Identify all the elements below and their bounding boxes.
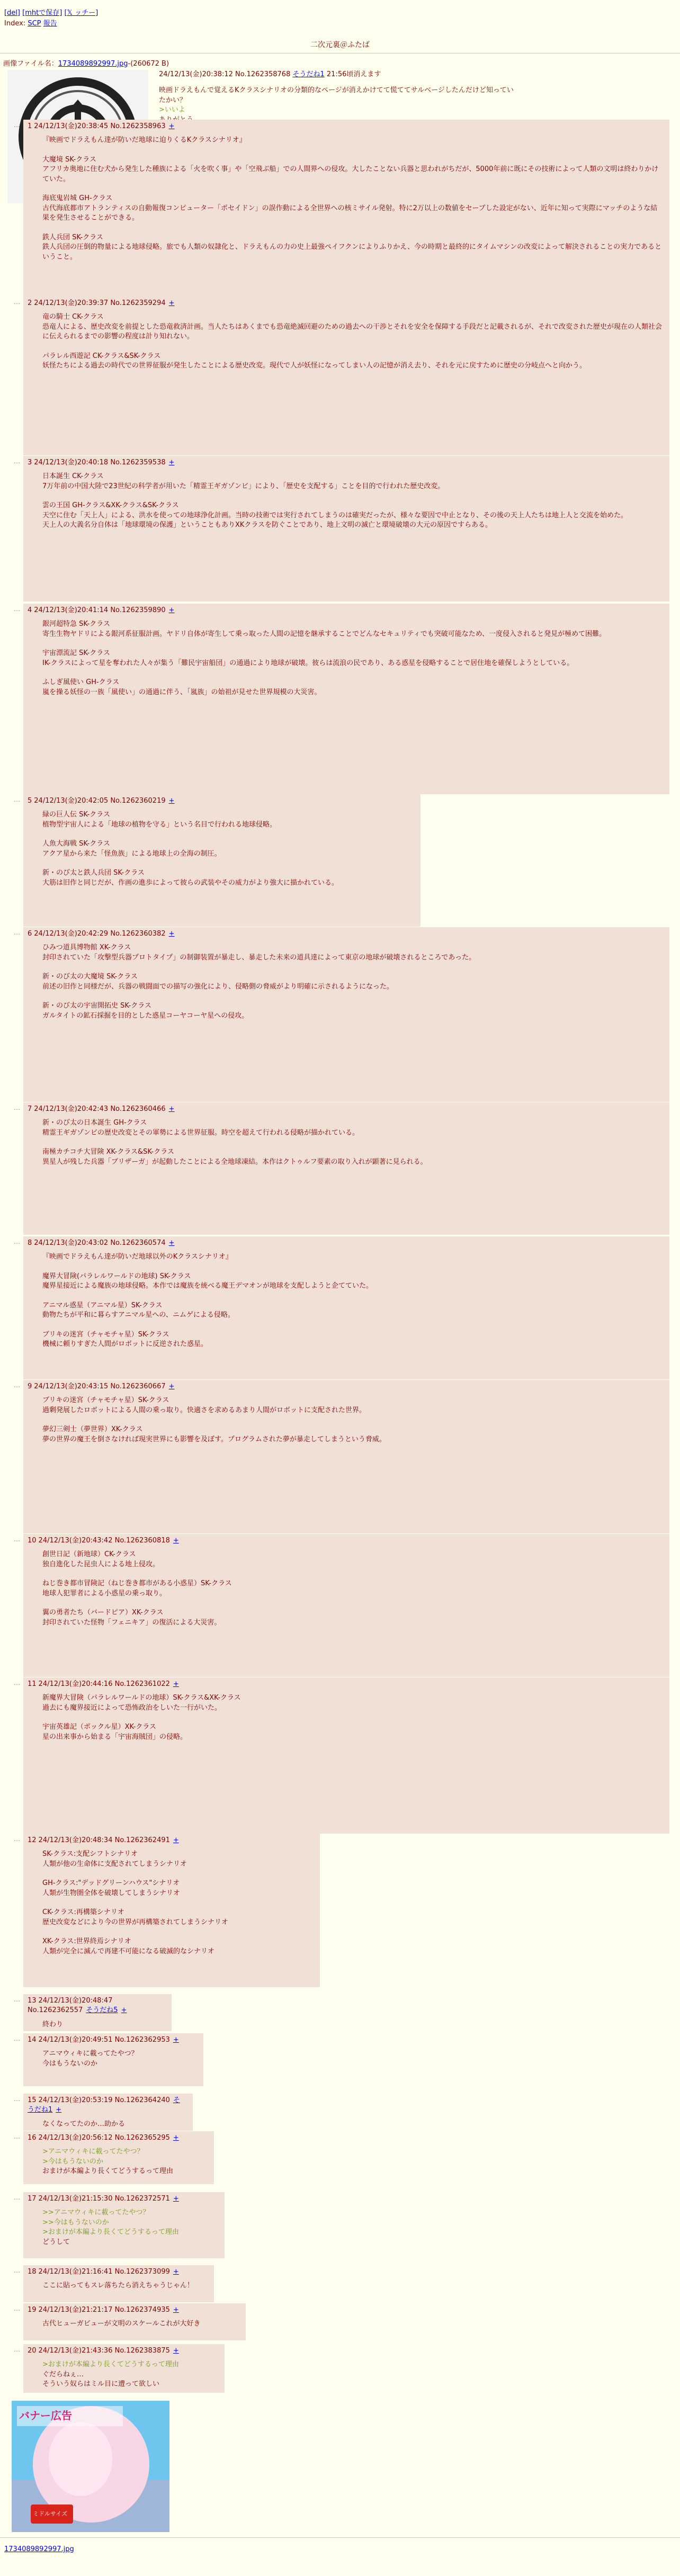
reply-dash: … [14, 298, 20, 306]
reply-plus-button[interactable]: + [173, 2036, 179, 2044]
scp-link[interactable]: SCP [28, 20, 41, 28]
delete-link[interactable]: [del] [4, 9, 21, 17]
op-line: 映画ドラえもんで覚えるKクラスシナリオの分類的なページが消えかけてて慌ててサルベージしたんだけど知ってい [159, 86, 514, 95]
reply-line: 鉄人兵団 SK-クラス [42, 233, 103, 241]
ad-button[interactable]: ミドルサイズ [33, 2510, 68, 2517]
reply-line: 新・のび太と鉄人兵団 SK-クラス [42, 869, 145, 877]
reply-plus-button[interactable]: + [56, 2106, 62, 2114]
reply-line: そういう奴らはミル目に遭って欲しい [42, 2380, 160, 2389]
reply-line: 機械に頼りすぎた人間がロボットに反逆された惑星。 [42, 1340, 208, 1349]
reply-header [28, 2133, 207, 2143]
bottom-file-link-wrap [4, 2545, 74, 2554]
reply-line [42, 1898, 312, 1908]
reply-line [42, 668, 662, 678]
reply-message [42, 2147, 207, 2176]
reply-line: 大筋は旧作と同じだが、作画の進歩によって彼らの武装やその威力がより強大に描かれている。 [42, 878, 339, 887]
save-mht-link[interactable]: [mhtで保存] [22, 9, 62, 17]
index-nav: Index: SCP 報告 [4, 20, 57, 28]
reply-line: 創世日記（新地球）CK-クラス [42, 1550, 136, 1559]
reply-plus-button[interactable]: + [168, 122, 175, 130]
reply-message [42, 2120, 185, 2129]
reply-line [42, 1569, 662, 1579]
reply-line: ブリキの迷宮（チャモチャ星）SK-クラス [42, 1330, 169, 1339]
reply-message [42, 620, 662, 697]
reply-dash: … [14, 1381, 20, 1389]
reply-number: 3 [28, 459, 32, 466]
reply-line: 新・のび太の宇宙開拓史 SK-クラス [42, 1002, 151, 1010]
reply-line [42, 1138, 662, 1147]
reply-line: ぐだらねぇ… [42, 2370, 84, 2378]
reply-line: 銀河超特急 SK-クラス [42, 620, 110, 629]
reply-dash: … [14, 2305, 20, 2312]
reply-header [28, 796, 413, 806]
reply-dash: … [14, 1104, 20, 1111]
reply-line: アクア星から来た「怪魚族」による地球上の全海の制圧。 [42, 849, 221, 858]
reply-dash: … [14, 2133, 20, 2140]
reply-header [28, 2267, 207, 2277]
reply-plus-button[interactable]: + [168, 797, 175, 805]
reply-line: 寄生生物ヤドリによる銀河系征服計画。ヤドリ自体が寄生して乗っ取った人間の記憶を継承することでどんなセキュリティでも突破可能なため、一度侵入されると発見が極めて困難。 [42, 630, 606, 638]
reply-line: >おまけが本編より長くてどうするって理由 [42, 2360, 179, 2369]
reply-line: アニマウィキに載ってたやつ？ [42, 2050, 138, 2058]
reply-header [28, 458, 662, 468]
board-title: 二次元裏＠ふたば [310, 41, 370, 49]
reply-post [23, 2303, 246, 2340]
reply-message [42, 1118, 662, 1167]
reply-plus-button[interactable]: + [173, 2268, 179, 2276]
op-header [159, 70, 667, 79]
reply-line: 妖怪たちによる過去の時代での世界征服が発生したことによる歴史改変。現代で人が妖怪になってしまい人の記憶が消え去り、それを元に戻すために歴史の分岐点へと向かう。 [42, 362, 587, 370]
reply-plus-button[interactable]: + [168, 606, 175, 614]
reply-line: 前述の旧作と同様だが、兵器の戦闘面での描写の強化により、侵略側の脅威がより明確に示されるようになった。 [42, 982, 394, 991]
reply-line: 歴史改変などにより今の世界が再構築されてしまうシナリオ [42, 1918, 228, 1926]
reply-line [42, 859, 413, 868]
reply-date-no: 24/12/13(金)20:41:14 No.1262359890 [34, 606, 166, 614]
index-label: Index [4, 20, 23, 28]
reply-dash: … [14, 605, 20, 613]
reply-line: >今はもうないのか [42, 2157, 103, 2166]
reply-dash: … [14, 2346, 20, 2353]
reply-number: 6 [28, 930, 32, 938]
reply-line: 人魚大海戦 SK-クラス [42, 840, 110, 848]
reply-dash: … [14, 121, 20, 129]
reply-number: 15 [28, 2096, 37, 2104]
reply-dash: … [14, 2095, 20, 2103]
reply-line: GH-クラス:"デッドグリーンハウス"シナリオ [42, 1879, 180, 1888]
reply-line: 雲の王国 GH-クラス&XK-クラス&SK-クラス [42, 501, 179, 510]
reply-line [42, 1415, 662, 1425]
reply-date-no: 24/12/13(金)21:15:30 No.1262372571 [38, 2195, 170, 2203]
reply-line: IK-クラスによって星を奪われた人々が集う「難民宇宙船団」の通過により地球が破壊。彼らは流浪の民であり、ある惑星を侵略することで居住地を確保しようとしている。 [42, 659, 574, 667]
reply-post [23, 297, 669, 455]
reply-date-no: 24/12/13(金)20:48:34 No.1262362491 [38, 1836, 170, 1844]
reply-line: 過剰発展したロボットによる人間の乗っ取り。快適さを求めるあまり人間がロボットに支配された世界。 [42, 1406, 366, 1414]
reply-header [28, 2305, 238, 2315]
reply-message [42, 2208, 217, 2247]
reply-dash: … [14, 2267, 20, 2274]
reply-line: 天空に住む「天上人」による、洪水を使っての地球浄化計画。当時の技術では実行されてしまうのは確実だったが、様々な要因で中止となり、その後の天上人たちは地上人と交流を始めた。 [42, 511, 628, 519]
reply-header [28, 122, 662, 131]
reply-line: 精霊王ギガゾンビの歴史改変とその軍勢による世界征服。時空を超えて行われる侵略が描かれている。 [42, 1128, 360, 1137]
reply-post [23, 1534, 669, 1677]
reply-line: ブリキの迷宮（チャモチャ星）SK-クラス [42, 1396, 169, 1405]
reply-line: ふしぎ風使い GH-クラス [42, 678, 120, 687]
reply-post [23, 456, 669, 602]
reply-dash: … [14, 1835, 20, 1843]
reply-post [23, 927, 669, 1102]
reply-line: 海底鬼岩城 GH-クラス [42, 194, 113, 203]
reply-post [23, 794, 420, 927]
reply-line: 宇宙英雄記（ポックル星）XK-クラス [42, 1723, 156, 1731]
reply-header [28, 929, 662, 939]
reply-line: 緑の巨人伝 SK-クラス [42, 811, 110, 819]
reply-line: XK-クラス:世界終焉シナリオ [42, 1937, 131, 1946]
op-line: たかい？ [159, 96, 187, 104]
file-size: -(260672 B) [128, 60, 169, 68]
reply-message [42, 1693, 662, 1742]
reply-date-no: 24/12/13(金)20:43:15 No.1262360667 [34, 1383, 166, 1390]
reply-line: アフリカ奥地に住む犬から発生した種族による「火を吹く事」や「空飛ぶ船」での人間界への侵攻。大したことない兵器と思われがちだが、5000年前に既にその技術によって人類の文明は終わりかけていた。 [42, 165, 659, 183]
reply-plus-button[interactable]: + [168, 1239, 175, 1247]
reply-line: 『映画でドラえもん達が防いだ地球以外のKクラスシナリオ』 [42, 1253, 232, 1261]
reply-post [23, 2192, 225, 2258]
reply-date-no: 24/12/13(金)20:40:18 No.1262359538 [34, 459, 166, 466]
reply-date-no: 24/12/13(金)20:53:19 No.1262364240 [38, 2096, 170, 2104]
reply-post [23, 2131, 214, 2184]
reply-line: 鉄人兵団の圧倒的物量による地球侵略。旅でも人類の奴隷化と、ドラえもんの力の史上最強ペイフクンによりふりかえ、今の時期と最終的にタイムマシンの改変によって解決されることの実力であるということ。 [42, 243, 662, 261]
reply-date-no: 24/12/13(金)20:43:02 No.1262360574 [34, 1239, 166, 1247]
reply-line: 天上人の大義名分自体は「地球環境の保護」ということもありXKクラスを防ぐことであり、地上文明の滅亡と環境破壊の大元の原因ですらある。 [42, 521, 493, 529]
reply-plus-button[interactable]: + [168, 299, 175, 307]
reply-dash: … [14, 1679, 20, 1686]
reply-header [28, 2035, 196, 2045]
reply-line [42, 1291, 662, 1301]
reply-date-no: 24/12/13(金)20:42:05 No.1262360219 [34, 797, 166, 805]
reply-dash: … [14, 2035, 20, 2042]
op-date-no: 24/12/13(金)20:38:12 No.1262358768 [159, 70, 291, 78]
reply-plus-button[interactable]: + [173, 2134, 179, 2142]
file-label: 画像ファイル名： [3, 60, 58, 68]
reply-line [42, 1599, 662, 1608]
reply-line [42, 1713, 662, 1722]
reply-header [28, 606, 662, 615]
reply-plus-button[interactable]: + [173, 2195, 179, 2203]
reply-line [42, 830, 413, 839]
reply-dash: … [14, 2194, 20, 2201]
reply-plus-button[interactable]: + [168, 1383, 175, 1390]
divider [0, 2537, 680, 2538]
reply-number: 5 [28, 797, 32, 805]
reply-line: 魔界大冒険(パラレルワールドの地球) SK-クラス [42, 1272, 191, 1280]
report-link[interactable]: 報告 [43, 20, 57, 28]
reply-line: >>アニマウィキに載ってたやつ？ [42, 2209, 150, 2217]
reply-message [42, 136, 662, 262]
reply-message [42, 2360, 217, 2389]
reply-date-no: 24/12/13(金)21:21:17 No.1262374935 [38, 2306, 170, 2314]
tweet-link[interactable]: [𝕏 ッチー] [64, 9, 99, 17]
reply-post [23, 2094, 193, 2131]
reply-line: 嵐を操る妖怪の一族「風使い」の通過に伴う、「嵐族」の始祖が見せた世界規模の大災害。 [42, 688, 321, 696]
reply-plus-button[interactable]: + [173, 1680, 179, 1688]
reply-message [42, 1550, 662, 1628]
reply-line: 『映画でドラえもん達が防いだ地球に迫りくるKクラスシナリオ』 [42, 136, 246, 145]
reply-line: 終わり [42, 2020, 64, 2029]
reply-line [42, 1262, 662, 1272]
reply-plus-button[interactable]: + [173, 1537, 179, 1545]
reply-line [42, 639, 662, 649]
reply-line: 恐竜人による、歴史改変を前提とした恐竜救済計画。当人たちはあくまでも恐竜絶滅回避のための過去への干渉とそれを安全を保障する手段だと記載されるが、それで改変された歴史が現在の人類社会に伝えられるまでの影響の程度は計り知れない。 [42, 322, 663, 341]
reply-header [28, 299, 662, 308]
reply-message [42, 2049, 196, 2069]
reply-dash: … [14, 1238, 20, 1245]
reply-message [42, 2319, 238, 2329]
reply-line: 異星人が残した兵器「ブリザーガ」が起動したことによる全地球凍結。本作はクトゥルフ要素の取り入れが顕著に見られる。 [42, 1157, 427, 1166]
reply-line: 夢の世界の魔王を倒さなければ現実世界にも影響を及ぼす。プログラムされた夢が暴走してしまうという脅威。 [42, 1435, 386, 1443]
reply-date-no: 24/12/13(金)20:49:51 No.1262362953 [38, 2036, 170, 2044]
reply-message [42, 312, 662, 371]
reply-number: 9 [28, 1383, 32, 1390]
reply-date-no: 24/12/13(金)20:42:29 No.1262360382 [34, 930, 166, 938]
reply-header [28, 1382, 662, 1392]
reply-date-no: 24/12/13(金)20:44:16 No.1262361022 [38, 1680, 170, 1688]
reply-line: ここに貼ってもスレ落ちたら消えちゃうじゃん！ [42, 2282, 194, 2290]
reply-number: 20 [28, 2347, 37, 2355]
reply-post [23, 2344, 225, 2393]
reply-message [42, 472, 662, 530]
reply-header [28, 1105, 662, 1114]
reply-number: 8 [28, 1239, 32, 1247]
reply-line [42, 963, 662, 972]
reply-message [42, 2020, 164, 2030]
reply-dash: … [14, 929, 20, 936]
reply-number: 1 [28, 122, 32, 130]
reply-line [42, 1321, 662, 1330]
reply-line: 人類が他の生命体に支配されてしまうシナリオ [42, 1860, 187, 1868]
reply-dash: … [14, 1536, 20, 1543]
reply-line: 魔界星接近による魔族の地球侵略。本作では魔族を統べる魔王デマオンが地球を支配しようと企てていた。 [42, 1282, 373, 1290]
reply-sodane[interactable]: そうだね1 [28, 2096, 180, 2114]
reply-date-no: 24/12/13(金)20:38:45 No.1262358963 [34, 122, 166, 130]
reply-line: 地球人犯罪者による小惑星の乗っ取り。 [42, 1589, 167, 1597]
reply-line: なくなってたのか…助かる [42, 2120, 126, 2128]
reply-line: 竜の騎士 CK-クラス [42, 313, 104, 321]
op-line: >いいよ [159, 106, 185, 114]
reply-plus-button[interactable]: + [168, 459, 175, 466]
reply-dash: … [14, 457, 20, 465]
reply-line [42, 184, 662, 194]
reply-message [42, 1396, 662, 1444]
reply-date-no: 24/12/13(金)20:48:47 No.1262362557 [28, 1997, 113, 2015]
reply-line: 古代海底都市アトランティスの自動報復コンピューター「ポセイドン」の誤作動による全世界への核ミサイル発射。特に2万以上の数値をセーブした設定がない、近年に知って実際にマッチのような結果を発生させることができる。 [42, 204, 658, 222]
reply-dash: … [14, 796, 20, 803]
reply-header [28, 2096, 185, 2115]
reply-number: 14 [28, 2036, 37, 2044]
reply-line: ねじ巻き都市冒険記（ねじ巻き都市がある小惑星）SK-クラス [42, 1579, 232, 1588]
reply-line: 新魔界大冒険（パラレルワールドの地球）SK-クラス&XK-クラス [42, 1694, 241, 1702]
reply-post [23, 1834, 320, 1987]
reply-line: SK-クラス:支配シフトシナリオ [42, 1850, 138, 1859]
reply-line: 7万年前の中国大陸で23世紀の科学者が用いた「精霊王ギガゾンビ」により、「歴史を支配する」ことを目的で行われた歴史改変。 [42, 482, 445, 490]
reply-line: 南極カチコチ大冒険 XK-クラス&SK-クラス [42, 1148, 174, 1156]
reply-line: 宇宙漂流記 SK-クラス [42, 649, 110, 658]
reply-date-no: 24/12/13(金)20:42:43 No.1262360466 [34, 1105, 166, 1113]
reply-line: >おまけが本編より長くてどうするって理由 [42, 2228, 179, 2237]
reply-number: 11 [28, 1680, 37, 1688]
ad-banner[interactable] [12, 2401, 169, 2532]
op-file-link[interactable]: 1734089892997.jpg [58, 60, 128, 68]
reply-post [23, 2265, 214, 2302]
reply-line: 動物たちが平和に暮らすアニマル星への、ニムゲによる侵略。 [42, 1311, 235, 1320]
reply-date-no: 24/12/13(金)20:39:37 No.1262359294 [34, 299, 166, 307]
reply-number: 12 [28, 1836, 37, 1844]
reply-number: 4 [28, 606, 32, 614]
reply-line [42, 146, 662, 155]
reply-line: どうして [42, 2238, 70, 2246]
reply-line: 独自進化した昆虫人による地上侵攻。 [42, 1560, 160, 1568]
reply-line: 人類が完全に滅んで再建不可能になる破滅的なシナリオ [42, 1947, 214, 1955]
reply-line: 封印されていた怪物「フェニキア」の復活による大災害。 [42, 1618, 221, 1627]
reply-message [42, 2281, 207, 2291]
top-links [4, 8, 98, 18]
reply-date-no: 24/12/13(金)20:56:12 No.1262365295 [38, 2134, 170, 2142]
reply-line [42, 1869, 312, 1879]
reply-line: 今はもうないのか [42, 2059, 98, 2068]
reply-number: 10 [28, 1537, 37, 1545]
op-expire: 21:56頃消えます [326, 70, 381, 78]
reply-line: 新・のび太の日本誕生 GH-クラス [42, 1119, 147, 1127]
reply-header [28, 2346, 217, 2356]
reply-plus-button[interactable]: + [121, 2006, 127, 2015]
reply-line: CK-クラス:再構築シナリオ [42, 1908, 124, 1917]
bottom-file-link[interactable]: 1734089892997.jpg [4, 2545, 74, 2553]
reply-message [42, 943, 662, 1021]
reply-line [42, 342, 662, 352]
reply-line: >アニマウィキに載ってたやつ？ [42, 2148, 144, 2156]
reply-post [23, 604, 669, 794]
reply-message [42, 1252, 662, 1349]
reply-number: 19 [28, 2306, 37, 2314]
reply-post [23, 1994, 172, 2031]
reply-date-no: 24/12/13(金)21:16:41 No.1262373099 [38, 2268, 170, 2276]
reply-line: 夢幻三剣士（夢世界）XK-クラス [42, 1425, 143, 1434]
reply-line: 新・のび太の大魔境 SK-クラス [42, 973, 138, 981]
op-sodane[interactable]: そうだね1 [292, 70, 325, 78]
reply-header [28, 2194, 217, 2204]
reply-post [23, 1677, 669, 1834]
reply-line: 古代ヒューガビューが文明のスケールこれが大好き [42, 2320, 201, 2328]
reply-line: おまけが本編より長くてどうするって理由 [42, 2167, 174, 2176]
reply-plus-button[interactable]: + [168, 1105, 175, 1113]
reply-post [23, 120, 669, 321]
ad-caption: バナー広告 [19, 2409, 72, 2422]
reply-dash: … [14, 1996, 20, 2003]
reply-line: 日本誕生 CK-クラス [42, 472, 104, 481]
reply-header [28, 1536, 662, 1546]
reply-line: パラレル西遊記 CK-クラス&SK-クラス [42, 352, 161, 360]
reply-number: 13 [28, 1997, 37, 2005]
reply-plus-button[interactable]: + [173, 1836, 179, 1844]
reply-header [28, 1680, 662, 1689]
reply-line: 封印されていた「攻撃型兵器プロトタイプ」の制御装置が暴走し、暴走した未来の道具達によって東京の地球が破壊されるところであった。 [42, 953, 476, 962]
reply-header [28, 1238, 662, 1248]
reply-date-no: 24/12/13(金)21:43:36 No.1262383875 [38, 2347, 170, 2355]
reply-number: 7 [28, 1105, 32, 1113]
reply-line: 星の出来事から始まる「宇宙海賊団」の侵略。 [42, 1733, 187, 1741]
reply-line: ひみつ道具博物館 XK-クラス [42, 944, 131, 952]
reply-line [42, 223, 662, 233]
reply-plus-button[interactable]: + [173, 2306, 179, 2314]
reply-plus-button[interactable]: + [168, 930, 175, 938]
reply-message [42, 1850, 312, 1956]
reply-post [23, 1102, 669, 1235]
reply-date-no: 24/12/13(金)20:43:42 No.1262360818 [38, 1537, 170, 1545]
reply-plus-button[interactable]: + [173, 2347, 179, 2355]
reply-line [42, 1927, 312, 1937]
reply-line: 大魔境 SK-クラス [42, 155, 96, 164]
reply-line: 人類が生物圏全体を破壊してしまうシナリオ [42, 1889, 180, 1897]
op-file-line [3, 59, 169, 69]
reply-line: アニマル惑星（アニマル星）SK-クラス [42, 1301, 163, 1309]
reply-header [28, 1996, 164, 2016]
reply-post [23, 1380, 669, 1533]
reply-post [23, 1236, 669, 1379]
reply-line: 過去にも魔界接近によって恐怖政治をしいた一行がいた。 [42, 1703, 222, 1712]
reply-header [28, 1836, 312, 1845]
reply-number: 17 [28, 2195, 37, 2203]
reply-line: 翼の勇者たち（バードピア）XK-クラス [42, 1609, 164, 1617]
reply-post [23, 2033, 203, 2086]
reply-number: 16 [28, 2134, 37, 2142]
reply-line [42, 491, 662, 501]
reply-message [42, 810, 413, 888]
reply-number: 2 [28, 299, 32, 307]
reply-sodane[interactable]: そうだね5 [86, 2006, 118, 2015]
reply-number: 18 [28, 2268, 37, 2276]
reply-line: ガルタイトの鉱石採掘を目的とした惑星コーヤコーヤ星への侵攻。 [42, 1011, 249, 1020]
reply-line: 植物型宇宙人による「地球の植物を守る」という名目で行われる地球侵略。 [42, 820, 277, 829]
reply-line [42, 992, 662, 1001]
reply-line: >>今はもうないのか [42, 2218, 109, 2227]
